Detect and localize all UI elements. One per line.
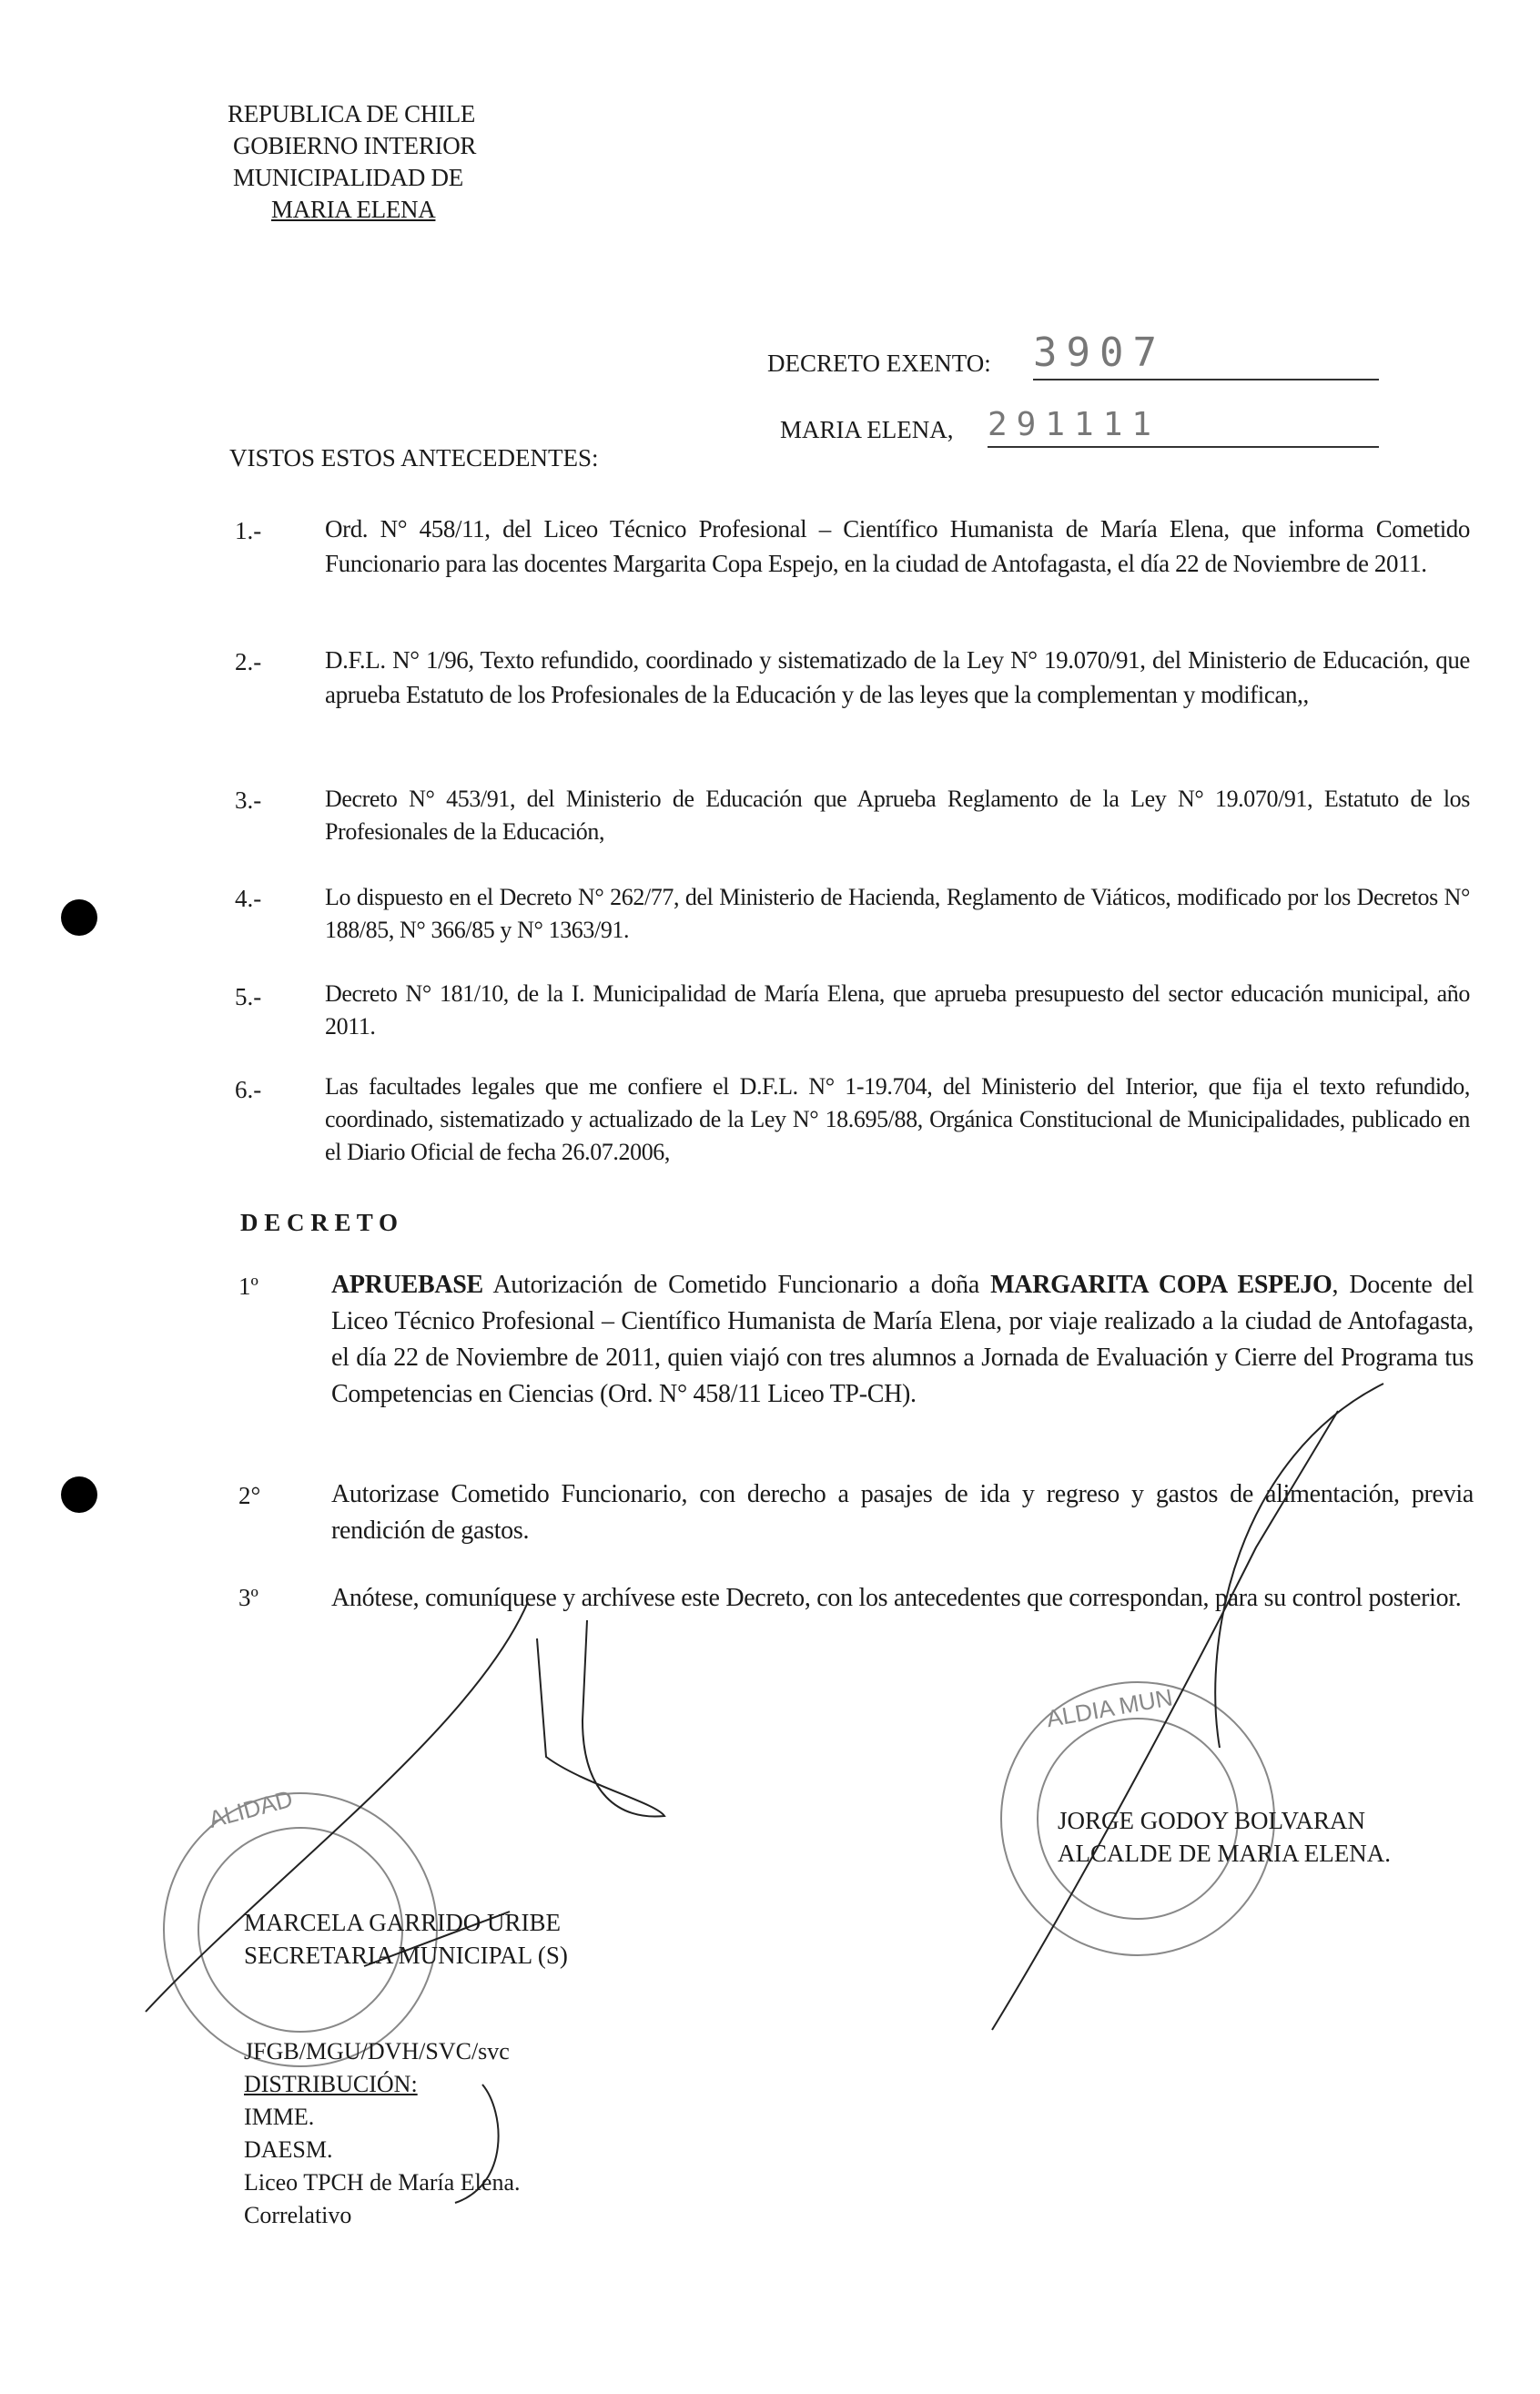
article-text-part: , Docente del Liceo Técnico Profesional – Científico Humanista de María Elena, por viaje realizado a la ciudad de Antofagasta, el día 22 de Noviembre de 2011, quien viajó con tres alumnos a Jornada de Evaluación y Cierre del Programa tus Competencias en Ciencias (Ord. N° 458/11 Liceo TP-CH).	[331, 1271, 1474, 1408]
distribution-item: Liceo TPCH de María Elena.	[244, 2169, 521, 2196]
signer-title: SECRETARIA MUNICIPAL (S)	[244, 1942, 568, 1969]
item-number: 6.-	[235, 1076, 262, 1103]
person-name: MARGARITA COPA ESPEJO	[990, 1271, 1332, 1299]
article-number: 3º	[238, 1584, 258, 1611]
distribution-item: Correlativo	[244, 2202, 352, 2228]
signer-title: ALCALDE DE MARIA ELENA.	[1058, 1840, 1391, 1867]
footer	[244, 2035, 520, 2232]
item-text: Ord. N° 458/11, del Liceo Técnico Profesional – Científico Humanista de María Elena, que informa Cometido Funcionario para las docentes Margarita Copa Espejo, en la ciudad de Antofagasta, el día 22 de Noviembre de 2011.	[325, 515, 1470, 577]
item-number: 5.-	[235, 983, 262, 1010]
article-keyword: APRUEBASE	[331, 1271, 483, 1299]
decree-number-label: DECRETO EXENTO:	[767, 350, 991, 377]
header-line: GOBIERNO INTERIOR	[233, 132, 477, 159]
right-signature-block	[1058, 1804, 1391, 1870]
decreto-title: D E C R E T O	[240, 1209, 399, 1236]
signer-name: JORGE GODOY BOLVARAN	[1058, 1807, 1366, 1834]
place-date-label: MARIA ELENA,	[780, 416, 954, 443]
item-text: Lo dispuesto en el Decreto N° 262/77, del Ministerio de Hacienda, Reglamento de Viáticos, modificado por los Decretos N° 188/85, N° 366/85 y N° 1363/91.	[325, 884, 1470, 943]
header-line: REPUBLICA DE CHILE	[228, 100, 476, 127]
item-text: Decreto N° 181/10, de la I. Municipalidad de María Elena, que aprueba presupuesto del sector educación municipal, año 2011.	[325, 980, 1470, 1040]
initials: JFGB/MGU/DVH/SVC/svc	[244, 2038, 510, 2064]
distribution-label: DISTRIBUCIÓN:	[244, 2071, 418, 2097]
place-date-value: 291111	[988, 406, 1161, 443]
decree-number-value: 3907	[1033, 330, 1166, 376]
article-text-part: Autorización de Cometido Funcionario a doña	[482, 1271, 991, 1299]
item-text: Decreto N° 453/91, del Ministerio de Educación que Aprueba Reglamento de la Ley N° 19.070/91, Estatuto de los Profesionales de la Educación,	[325, 786, 1470, 845]
item-number: 1.-	[235, 517, 262, 544]
item-text: D.F.L. N° 1/96, Texto refundido, coordinado y sistematizado de la Ley N° 19.070/91, del Ministerio de Educación, que aprueba Estatuto de los Profesionales de la Educación y de las leyes que la complementan y modifican,,	[325, 646, 1470, 708]
item-number: 3.-	[235, 786, 262, 814]
stamp-text-left: ALIDAD	[206, 1784, 296, 1833]
stamp-text-right: ALDIA MUN	[1044, 1683, 1175, 1733]
item-number: 4.-	[235, 885, 262, 912]
article-number: 1º	[238, 1273, 258, 1300]
article-text: Autorizase Cometido Funcionario, con derecho a pasajes de ida y regreso y gastos de alimentación, previa rendición de gastos.	[331, 1480, 1474, 1545]
signer-name: MARCELA GARRIDO URIBE	[244, 1909, 562, 1936]
item-text: Las facultades legales que me confiere el D.F.L. N° 1-19.704, del Ministerio del Interior, que fija el texto refundido, coordinado, sistematizado y actualizado de la Ley N° 18.695/88, Orgánica Constitucional de Municipalidades, publicado en el Diario Oficial de fecha 26.07.2006,	[325, 1073, 1470, 1165]
left-signature-block	[244, 1906, 568, 1972]
distribution-item: DAESM.	[244, 2136, 333, 2163]
header-line: MARIA ELENA	[271, 196, 436, 223]
item-number: 2.-	[235, 648, 262, 675]
article-number: 2°	[238, 1482, 261, 1509]
header-line: MUNICIPALIDAD DE	[233, 164, 463, 191]
distribution-item: IMME.	[244, 2104, 315, 2130]
vistos-title: VISTOS ESTOS ANTECEDENTES:	[229, 444, 599, 472]
article-text: Anótese, comuníquese y archívese este Decreto, con los antecedentes que correspondan, para su control posterior.	[331, 1584, 1462, 1612]
